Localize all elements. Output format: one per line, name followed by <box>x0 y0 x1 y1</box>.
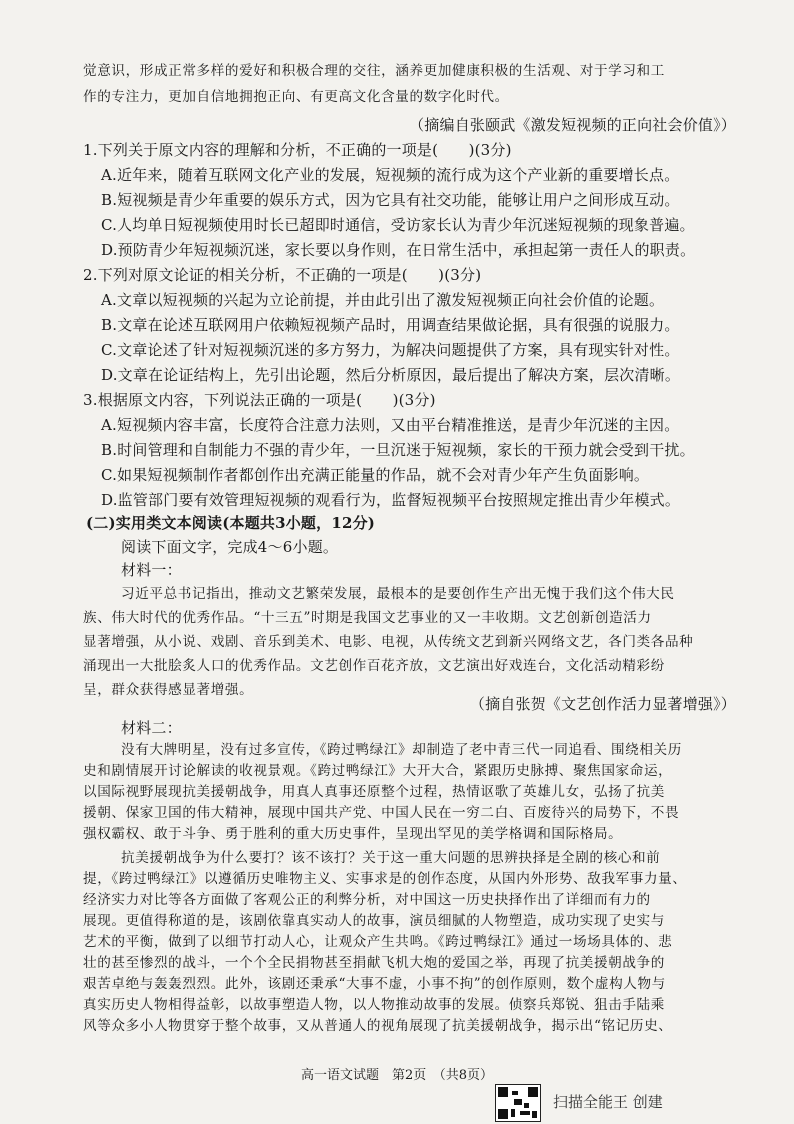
page-footer: 高一语文试题 第2页 （共8页） <box>300 1068 494 1083</box>
text-line: C.如果短视频制作者都创作出充满正能量的作品，就不会对青少年产生负面影响。 <box>101 466 650 484</box>
scanner-brand-label: 扫描全能王 创建 <box>553 1093 663 1111</box>
text-line: 族、伟大时代的优秀作品。“十三五”时期是我国文艺事业的又一丰收期。文艺创新创造活力 <box>83 610 652 626</box>
text-line: D.文章在论证结构上，先引出论题，然后分析原因，最后提出了解决方案，层次清晰。 <box>101 366 681 384</box>
text-line: 1.下列关于原文内容的理解和分析，不正确的一项是( )(3分) <box>83 141 512 159</box>
text-line: 展现。更值得称道的是，该剧依靠真实动人的故事，演员细腻的人物塑造，成功实现了史实与 <box>83 913 665 929</box>
text-line: 援朝、保家卫国的伟大精神，展现中国共产党、中国人民在一穷二白、百废待兴的局势下，不畏 <box>83 805 680 821</box>
text-line: B.文章在论述互联网用户依赖短视频产品时，用调查结果做论据，具有很强的说服力。 <box>101 316 680 334</box>
text-line: （摘编自张颐武《激发短视频的正向社会价值》） <box>409 116 736 134</box>
text-line: D.监管部门要有效管理短视频的观看行为，监督短视频平台按照规定推出青少年模式。 <box>101 491 681 509</box>
text-line: （摘自张贺《文艺创作活力显著增强》） <box>469 695 736 713</box>
text-line: 觉意识，形成正常多样的爱好和积极合理的交往，涵养更加健康积极的生活观、对于学习和工 <box>83 63 665 79</box>
text-line: 呈，群众获得感显著增强。 <box>83 682 254 698</box>
text-line: A.短视频内容丰富，长度符合注意力法则，又由平台精准推送，是青少年沉迷的主因。 <box>101 416 680 434</box>
text-line: C.人均单日短视频使用时长已超即时通信，受访家长认为青少年沉迷短视频的现象普遍。 <box>101 216 695 234</box>
text-line: 风等众多小人物贯穿于整个故事，又从普通人的视角展现了抗美援朝战争，揭示出“铭记历史、 <box>83 1018 673 1034</box>
text-line: A.近年来，随着互联网文化产业的发展，短视频的流行成为这个产业新的重要增长点。 <box>101 166 680 184</box>
text-line: 2.下列对原文论证的相关分析，不正确的一项是( )(3分) <box>83 266 482 284</box>
text-line: 材料二： <box>121 719 182 737</box>
text-line: 3.根据原文内容，下列说法正确的一项是( )(3分) <box>83 391 436 409</box>
text-line: 习近平总书记指出，推动文艺繁荣发展，最根本的是要创作生产出无愧于我们这个伟大民 <box>121 586 675 602</box>
text-line: 艰苦卓绝与轰轰烈烈。此外，该剧还秉承“大事不虚，小事不拘”的创作原则，数个虚构人物与 <box>83 976 666 992</box>
text-line: 抗美援朝战争为什么要打？该不该打？关于这一重大问题的思辨抉择是全剧的核心和前 <box>121 850 661 866</box>
text-line: C.文章论述了针对短视频沉迷的多方努力，为解决问题提供了方案，具有现实针对性。 <box>101 341 680 359</box>
text-line: B.短视频是青少年重要的娱乐方式，因为它具有社交功能，能够让用户之间形成互动。 <box>101 191 680 209</box>
text-line: (二)实用类文本阅读(本题共3小题，12分) <box>86 514 376 532</box>
text-line: 史和剧情展开讨论解读的收视景观。《跨过鸭绿江》大开大合，紧跟历史脉搏、聚焦国家命运， <box>83 763 673 779</box>
text-line: 以国际视野展现抗美援朝战争，用真人真事还原整个过程，热情讴歌了英雄儿女，弘扬了抗美 <box>83 784 665 800</box>
text-line: 强权霸权、敢于斗争、勇于胜利的重大历史事件，呈现出罕见的美学格调和国际格局。 <box>83 826 623 842</box>
text-line: 艺术的平衡，做到了以细节打动人心，让观众产生共鸣。《跨过鸭绿江》通过一场场具体的、悲 <box>83 934 673 950</box>
text-line: 涌现出一大批脍炙人口的优秀作品。文艺创作百花齐放，文艺演出好戏连台，文化活动精彩纷 <box>83 658 665 674</box>
text-line: B.时间管理和自制能力不强的青少年，一旦沉迷于短视频，家长的干预力就会受到干扰。 <box>101 441 695 459</box>
text-line: 显著增强，从小说、戏剧、音乐到美术、电影、电视，从传统文艺到新兴网络文艺，各门类各品种 <box>83 634 694 650</box>
text-line: 作的专注力，更加自信地拥抱正向、有更高文化含量的数字化时代。 <box>83 89 509 105</box>
text-line: 阅读下面文字，完成4～6小题。 <box>121 538 339 556</box>
text-line: 材料一： <box>121 561 182 579</box>
qr-code-icon <box>495 1084 541 1122</box>
text-line: 没有大牌明星，没有过多宣传，《跨过鸭绿江》却制造了老中青三代一同追看、围绕相关历 <box>121 742 682 758</box>
text-line: 提，《跨过鸭绿江》以遵循历史唯物主义、实事求是的创作态度，从国内外形势、敌我军事力量、 <box>83 871 687 887</box>
text-line: 壮的甚至惨烈的战斗，一个个全民捐物甚至捐献飞机大炮的爱国之举，再现了抗美援朝战争的 <box>83 955 665 971</box>
text-line: D.预防青少年短视频沉迷，家长要以身作则，在日常生活中，承担起第一责任人的职责。 <box>101 241 696 259</box>
text-line: 真实历史人物相得益彰，以故事塑造人物，以人物推动故事的发展。侦察兵郑锐、狙击手陆乘 <box>83 997 665 1013</box>
text-line: 经济实力对比等各方面做了客观公正的利弊分析，对中国这一历史抉择作出了详细而有力的 <box>83 892 651 908</box>
text-line: A.文章以短视频的兴起为立论前提，并由此引出了激发短视频正向社会价值的论题。 <box>101 291 665 309</box>
